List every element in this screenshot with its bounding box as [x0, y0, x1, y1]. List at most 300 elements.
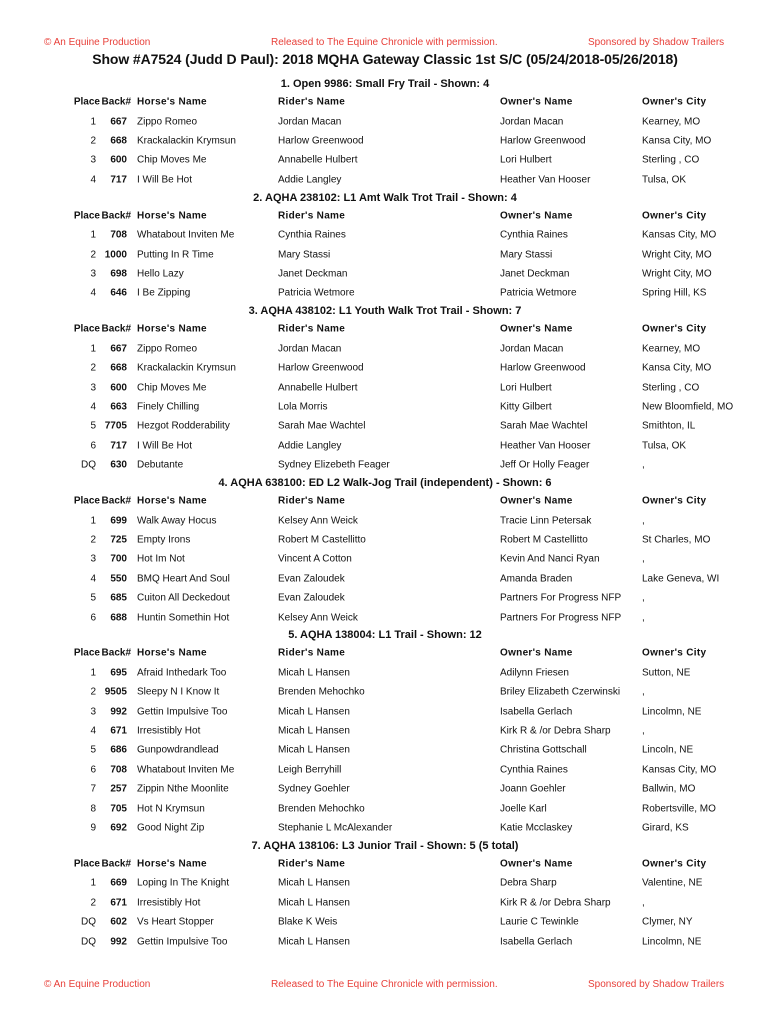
cell-place: 2: [90, 362, 96, 374]
cell-horse: Gettin Impulsive Too: [137, 706, 228, 718]
cell-city: ,: [642, 686, 645, 698]
column-header-back: Back#: [101, 495, 131, 507]
cell-owner: Mary Stassi: [500, 249, 553, 261]
cell-horse: Hot Im Not: [137, 553, 185, 565]
cell-city: Ballwin, MO: [642, 783, 696, 795]
cell-horse: Empty Irons: [137, 534, 191, 546]
table-row: [0, 721, 770, 740]
page-footer: [0, 979, 770, 993]
cell-horse: Afraid Inthedark Too: [137, 667, 227, 679]
header-sponsor: Sponsored by Shadow Trailers: [588, 37, 725, 48]
column-header-owner: Owner's Name: [500, 323, 573, 335]
cell-owner: Joann Goehler: [500, 783, 566, 795]
cell-city: Tulsa, OK: [642, 174, 687, 186]
table-row: [0, 780, 770, 799]
class-section: [0, 303, 770, 475]
cell-back: 668: [110, 135, 127, 147]
column-header-owner: Owner's Name: [500, 495, 573, 507]
cell-rider: Sarah Mae Wachtel: [278, 420, 366, 432]
cell-rider: Janet Deckman: [278, 268, 348, 280]
column-header-horse: Horse's Name: [137, 96, 207, 108]
cell-back: 686: [110, 744, 127, 756]
cell-horse: Huntin Somethin Hot: [137, 612, 230, 623]
column-header-rider: Rider's Name: [278, 210, 346, 222]
column-header-rider: Rider's Name: [278, 495, 346, 507]
cell-back: 708: [110, 229, 127, 241]
show-title: Show #A7524 (Judd D Paul): 2018 MQHA Gateway Classic 1st S/C (05/24/2018-05/26/2018): [92, 51, 678, 67]
cell-place: 3: [90, 268, 96, 280]
cell-city: Robertsville, MO: [642, 803, 716, 815]
cell-rider: Blake K Weis: [278, 916, 338, 928]
table-row: [0, 760, 770, 779]
page-header: [0, 37, 770, 51]
cell-city: Wright City, MO: [642, 249, 712, 261]
cell-owner: Jeff Or Holly Feager: [500, 459, 590, 471]
cell-horse: Cuiton All Deckedout: [137, 592, 230, 604]
footer-sponsor: Sponsored by Shadow Trailers: [588, 979, 725, 990]
cell-back: 667: [110, 343, 127, 355]
cell-place: DQ: [81, 936, 96, 948]
column-header-back: Back#: [101, 647, 131, 659]
table-row: [0, 741, 770, 760]
table-row: [0, 226, 770, 245]
cell-place: 6: [90, 764, 96, 776]
cell-owner: Harlow Greenwood: [500, 362, 586, 374]
table-row: [0, 932, 770, 951]
cell-back: 600: [110, 382, 127, 394]
cell-back: 992: [110, 706, 127, 718]
cell-rider: Micah L Hansen: [278, 725, 350, 737]
cell-owner: Kevin And Nanci Ryan: [500, 553, 600, 565]
column-header-rider: Rider's Name: [278, 96, 346, 108]
cell-back: 708: [110, 764, 127, 776]
cell-horse: Chip Moves Me: [137, 154, 207, 166]
cell-back: 9505: [104, 686, 127, 698]
class-title: 7. AQHA 138106: L3 Junior Trail - Shown: 5 (5 total): [251, 839, 519, 852]
column-header-city: Owner's City: [642, 647, 707, 659]
table-row: [0, 608, 770, 627]
cell-back: 257: [110, 783, 127, 795]
cell-back: 7705: [104, 420, 127, 432]
cell-city: Clymer, NY: [642, 916, 693, 928]
cell-back: 695: [110, 667, 127, 679]
cell-rider: Leigh Berryhill: [278, 764, 342, 776]
cell-rider: Kelsey Ann Weick: [278, 515, 358, 527]
cell-rider: Micah L Hansen: [278, 667, 350, 679]
cell-back: 671: [110, 725, 127, 737]
cell-owner: Cynthia Raines: [500, 229, 568, 241]
cell-place: 8: [90, 803, 96, 815]
cell-back: 667: [110, 116, 127, 128]
cell-back: 698: [110, 268, 127, 280]
cell-horse: I Will Be Hot: [137, 174, 193, 186]
cell-place: 1: [90, 877, 96, 889]
table-row: [0, 264, 770, 283]
cell-owner: Joelle Karl: [500, 803, 547, 815]
cell-back: 671: [110, 897, 127, 909]
cell-back: 669: [110, 877, 127, 889]
cell-owner: Adilynn Friesen: [500, 667, 569, 679]
cell-place: 2: [90, 897, 96, 909]
cell-horse: Hello Lazy: [137, 268, 184, 280]
column-header-row: [0, 92, 770, 112]
cell-horse: Krackalackin Krymsun: [137, 362, 236, 374]
cell-horse: Finely Chilling: [137, 401, 200, 413]
cell-horse: I Will Be Hot: [137, 440, 193, 452]
cell-place: 7: [90, 783, 96, 795]
cell-city: Spring Hill, KS: [642, 287, 707, 299]
column-header-owner: Owner's Name: [500, 210, 573, 222]
table-row: [0, 663, 770, 682]
cell-owner: Lori Hulbert: [500, 382, 552, 394]
cell-city: Kansas City, MO: [642, 764, 717, 776]
table-row: [0, 245, 770, 264]
cell-place: 3: [90, 706, 96, 718]
cell-rider: Annabelle Hulbert: [278, 382, 358, 394]
cell-city: Valentine, NE: [642, 877, 703, 889]
cell-city: Sutton, NE: [642, 667, 691, 679]
column-header-owner: Owner's Name: [500, 647, 573, 659]
table-row: [0, 170, 770, 189]
class-section: [0, 475, 770, 627]
cell-back: 550: [110, 573, 127, 585]
cell-city: Girard, KS: [642, 822, 689, 834]
cell-owner: Kirk R & /or Debra Sharp: [500, 897, 611, 909]
cell-owner: Patricia Wetmore: [500, 287, 577, 299]
cell-city: ,: [642, 515, 645, 527]
cell-horse: Zippo Romeo: [137, 116, 198, 128]
column-header-horse: Horse's Name: [137, 858, 207, 870]
table-row: [0, 436, 770, 455]
table-row: [0, 530, 770, 549]
cell-rider: Mary Stassi: [278, 249, 331, 261]
cell-owner: Isabella Gerlach: [500, 936, 573, 948]
cell-city: Lincolmn, NE: [642, 936, 702, 948]
cell-owner: Cynthia Raines: [500, 764, 568, 776]
cell-horse: Zippo Romeo: [137, 343, 198, 355]
cell-place: 4: [90, 725, 96, 737]
cell-place: 3: [90, 154, 96, 166]
cell-place: DQ: [81, 459, 96, 471]
cell-owner: Partners For Progress NFP: [500, 612, 622, 623]
cell-owner: Jordan Macan: [500, 343, 564, 355]
cell-place: 4: [90, 573, 96, 585]
cell-rider: Sydney Goehler: [278, 783, 350, 795]
cell-back: 700: [110, 553, 127, 565]
cell-rider: Brenden Mehochko: [278, 803, 365, 815]
header-production-credit: © An Equine Production: [44, 37, 151, 48]
column-header-owner: Owner's Name: [500, 96, 573, 108]
cell-owner: Debra Sharp: [500, 877, 557, 889]
table-row: [0, 397, 770, 416]
cell-rider: Vincent A Cotton: [278, 553, 352, 565]
cell-back: 705: [110, 803, 127, 815]
column-header-place: Place: [73, 647, 100, 659]
column-header-city: Owner's City: [642, 323, 707, 335]
cell-back: 717: [110, 440, 127, 452]
table-row: [0, 874, 770, 893]
cell-horse: Irresistibly Hot: [137, 897, 201, 909]
cell-rider: Brenden Mehochko: [278, 686, 365, 698]
cell-rider: Robert M Castellitto: [278, 534, 366, 546]
cell-back: 600: [110, 154, 127, 166]
cell-city: New Bloomfield, MO: [642, 401, 734, 413]
cell-place: 1: [90, 343, 96, 355]
cell-horse: Krackalackin Krymsun: [137, 135, 236, 147]
column-header-owner: Owner's Name: [500, 858, 573, 870]
cell-owner: Lori Hulbert: [500, 154, 552, 166]
cell-horse: Debutante: [137, 459, 184, 471]
cell-horse: Hezgot Rodderability: [137, 420, 230, 432]
column-header-horse: Horse's Name: [137, 323, 207, 335]
cell-owner: Isabella Gerlach: [500, 706, 573, 718]
cell-owner: Heather Van Hooser: [500, 440, 591, 452]
table-row: [0, 702, 770, 721]
column-header-rider: Rider's Name: [278, 647, 346, 659]
cell-place: 1: [90, 515, 96, 527]
cell-city: ,: [642, 459, 645, 471]
column-header-city: Owner's City: [642, 858, 707, 870]
column-header-rider: Rider's Name: [278, 858, 346, 870]
footer-production-credit: © An Equine Production: [44, 979, 151, 990]
cell-rider: Micah L Hansen: [278, 897, 350, 909]
class-title: 1. Open 9986: Small Fry Trail - Shown: 4: [280, 78, 490, 90]
cell-back: 685: [110, 592, 127, 604]
table-row: [0, 913, 770, 932]
column-header-city: Owner's City: [642, 495, 707, 507]
cell-rider: Addie Langley: [278, 174, 342, 186]
column-header-row: [0, 491, 770, 511]
cell-city: ,: [642, 553, 645, 565]
cell-city: Smithton, IL: [642, 420, 696, 432]
cell-place: 5: [90, 592, 96, 604]
cell-rider: Kelsey Ann Weick: [278, 612, 358, 623]
cell-place: 2: [90, 686, 96, 698]
column-header-place: Place: [73, 495, 100, 507]
footer-permission-note: Released to The Equine Chronicle with permission.: [271, 979, 498, 990]
cell-owner: Harlow Greenwood: [500, 135, 586, 147]
table-row: [0, 417, 770, 436]
cell-city: Lincolmn, NE: [642, 706, 702, 718]
cell-city: Wright City, MO: [642, 268, 712, 280]
cell-city: ,: [642, 897, 645, 909]
cell-place: 1: [90, 229, 96, 241]
class-title: 4. AQHA 638100: ED L2 Walk-Jog Trail (independent) - Shown: 6: [218, 476, 552, 489]
cell-place: DQ: [81, 916, 96, 928]
cell-place: 4: [90, 174, 96, 186]
cell-back: 992: [110, 936, 127, 948]
cell-horse: Loping In The Knight: [137, 877, 230, 889]
class-section: [0, 838, 770, 952]
cell-horse: BMQ Heart And Soul: [137, 573, 230, 585]
cell-rider: Stephanie L McAlexander: [278, 822, 393, 834]
class-section: [0, 190, 770, 304]
cell-place: 6: [90, 440, 96, 452]
cell-back: 646: [110, 287, 127, 299]
table-row: [0, 339, 770, 358]
cell-place: 2: [90, 534, 96, 546]
table-row: [0, 511, 770, 530]
cell-city: Kansa City, MO: [642, 362, 712, 374]
cell-back: 630: [110, 459, 127, 471]
column-header-city: Owner's City: [642, 210, 707, 222]
cell-rider: Jordan Macan: [278, 343, 342, 355]
cell-back: 699: [110, 515, 127, 527]
cell-rider: Harlow Greenwood: [278, 362, 364, 374]
cell-back: 717: [110, 174, 127, 186]
column-header-back: Back#: [101, 210, 131, 222]
cell-place: 1: [90, 116, 96, 128]
cell-back: 1000: [104, 249, 127, 261]
class-title: 5. AQHA 138004: L1 Trail - Shown: 12: [288, 629, 482, 642]
column-header-horse: Horse's Name: [137, 647, 207, 659]
cell-owner: Robert M Castellitto: [500, 534, 588, 546]
cell-owner: Kirk R & /or Debra Sharp: [500, 725, 611, 737]
cell-city: Kansa City, MO: [642, 135, 712, 147]
cell-horse: Putting In R Time: [137, 249, 214, 261]
class-section: [0, 76, 770, 190]
cell-city: ,: [642, 725, 645, 737]
cell-back: 668: [110, 362, 127, 374]
table-row: [0, 799, 770, 818]
cell-rider: Addie Langley: [278, 440, 342, 452]
cell-horse: I Be Zipping: [137, 287, 191, 299]
cell-city: Lincoln, NE: [642, 744, 694, 756]
column-header-back: Back#: [101, 323, 131, 335]
cell-rider: Cynthia Raines: [278, 229, 346, 241]
cell-owner: Katie Mcclaskey: [500, 822, 573, 834]
cell-owner: Amanda Braden: [500, 573, 573, 585]
column-header-city: Owner's City: [642, 96, 707, 108]
cell-rider: Sydney Elizebeth Feager: [278, 459, 390, 471]
table-row: [0, 569, 770, 588]
column-header-row: [0, 854, 770, 874]
cell-city: Kearney, MO: [642, 116, 701, 128]
cell-horse: Whatabout Inviten Me: [137, 764, 235, 776]
cell-owner: Briley Elizabeth Czerwinski: [500, 686, 621, 698]
cell-horse: Walk Away Hocus: [137, 515, 217, 527]
cell-rider: Lola Morris: [278, 401, 328, 413]
column-header-row: [0, 206, 770, 226]
table-row: [0, 588, 770, 607]
column-header-row: [0, 319, 770, 339]
cell-horse: Gunpowdrandlead: [137, 744, 219, 756]
table-row: [0, 151, 770, 170]
cell-rider: Jordan Macan: [278, 116, 342, 128]
cell-city: Lake Geneva, WI: [642, 573, 720, 585]
cell-back: 725: [110, 534, 127, 546]
cell-owner: Sarah Mae Wachtel: [500, 420, 588, 432]
column-header-back: Back#: [101, 858, 131, 870]
cell-horse: Whatabout Inviten Me: [137, 229, 235, 241]
cell-city: Sterling , CO: [642, 382, 700, 394]
table-row: [0, 378, 770, 397]
column-header-rider: Rider's Name: [278, 323, 346, 335]
cell-place: 5: [90, 744, 96, 756]
cell-city: Kansas City, MO: [642, 229, 717, 241]
cell-city: ,: [642, 592, 645, 604]
cell-place: 1: [90, 667, 96, 679]
cell-horse: Zippin Nthe Moonlite: [137, 783, 229, 795]
cell-horse: Hot N Krymsun: [137, 803, 205, 815]
column-header-horse: Horse's Name: [137, 210, 207, 222]
class-title: 3. AQHA 438102: L1 Youth Walk Trot Trail - Shown: 7: [248, 305, 522, 318]
cell-owner: Heather Van Hooser: [500, 174, 591, 186]
cell-back: 692: [110, 822, 127, 834]
column-header-back: Back#: [101, 96, 131, 108]
cell-place: 4: [90, 287, 96, 299]
cell-rider: Micah L Hansen: [278, 877, 350, 889]
cell-place: 3: [90, 553, 96, 565]
cell-horse: Irresistibly Hot: [137, 725, 201, 737]
cell-city: Tulsa, OK: [642, 440, 687, 452]
cell-horse: Chip Moves Me: [137, 382, 207, 394]
cell-city: St Charles, MO: [642, 534, 711, 546]
table-row: [0, 818, 770, 837]
class-title: 2. AQHA 238102: L1 Amt Walk Trot Trail - Shown: 4: [253, 191, 517, 204]
cell-place: 6: [90, 612, 96, 623]
column-header-row: [0, 643, 770, 663]
class-section: [0, 627, 770, 838]
results-list: [0, 76, 770, 951]
cell-place: 4: [90, 401, 96, 413]
cell-place: 2: [90, 135, 96, 147]
table-row: [0, 131, 770, 150]
cell-back: 663: [110, 401, 127, 413]
cell-rider: Evan Zaloudek: [278, 592, 345, 604]
cell-place: 3: [90, 382, 96, 394]
cell-owner: Christina Gottschall: [500, 744, 587, 756]
table-row: [0, 284, 770, 303]
column-header-horse: Horse's Name: [137, 495, 207, 507]
cell-place: 5: [90, 420, 96, 432]
cell-owner: Jordan Macan: [500, 116, 564, 128]
header-permission-note: Released to The Equine Chronicle with permission.: [271, 37, 498, 48]
cell-owner: Laurie C Tewinkle: [500, 916, 579, 928]
cell-rider: Micah L Hansen: [278, 706, 350, 718]
cell-city: Sterling , CO: [642, 154, 700, 166]
table-row: [0, 455, 770, 474]
cell-owner: Partners For Progress NFP: [500, 592, 622, 604]
table-row: [0, 683, 770, 702]
column-header-place: Place: [73, 210, 100, 222]
column-header-place: Place: [73, 323, 100, 335]
table-row: [0, 112, 770, 131]
cell-horse: Vs Heart Stopper: [137, 916, 214, 928]
cell-back: 602: [110, 916, 127, 928]
cell-owner: Tracie Linn Petersak: [500, 515, 592, 527]
cell-horse: Good Night Zip: [137, 822, 205, 834]
table-row: [0, 359, 770, 378]
cell-horse: Gettin Impulsive Too: [137, 936, 228, 948]
column-header-place: Place: [73, 96, 100, 108]
cell-horse: Sleepy N I Know It: [137, 686, 220, 698]
cell-rider: Micah L Hansen: [278, 936, 350, 948]
cell-place: 9: [90, 822, 96, 834]
cell-rider: Evan Zaloudek: [278, 573, 345, 585]
column-header-place: Place: [73, 858, 100, 870]
cell-owner: Kitty Gilbert: [500, 401, 552, 413]
cell-rider: Micah L Hansen: [278, 744, 350, 756]
table-row: [0, 893, 770, 912]
table-row: [0, 550, 770, 569]
cell-owner: Janet Deckman: [500, 268, 570, 280]
cell-rider: Annabelle Hulbert: [278, 154, 358, 166]
cell-place: 2: [90, 249, 96, 261]
cell-city: Kearney, MO: [642, 343, 701, 355]
cell-rider: Harlow Greenwood: [278, 135, 364, 147]
cell-city: ,: [642, 612, 645, 623]
